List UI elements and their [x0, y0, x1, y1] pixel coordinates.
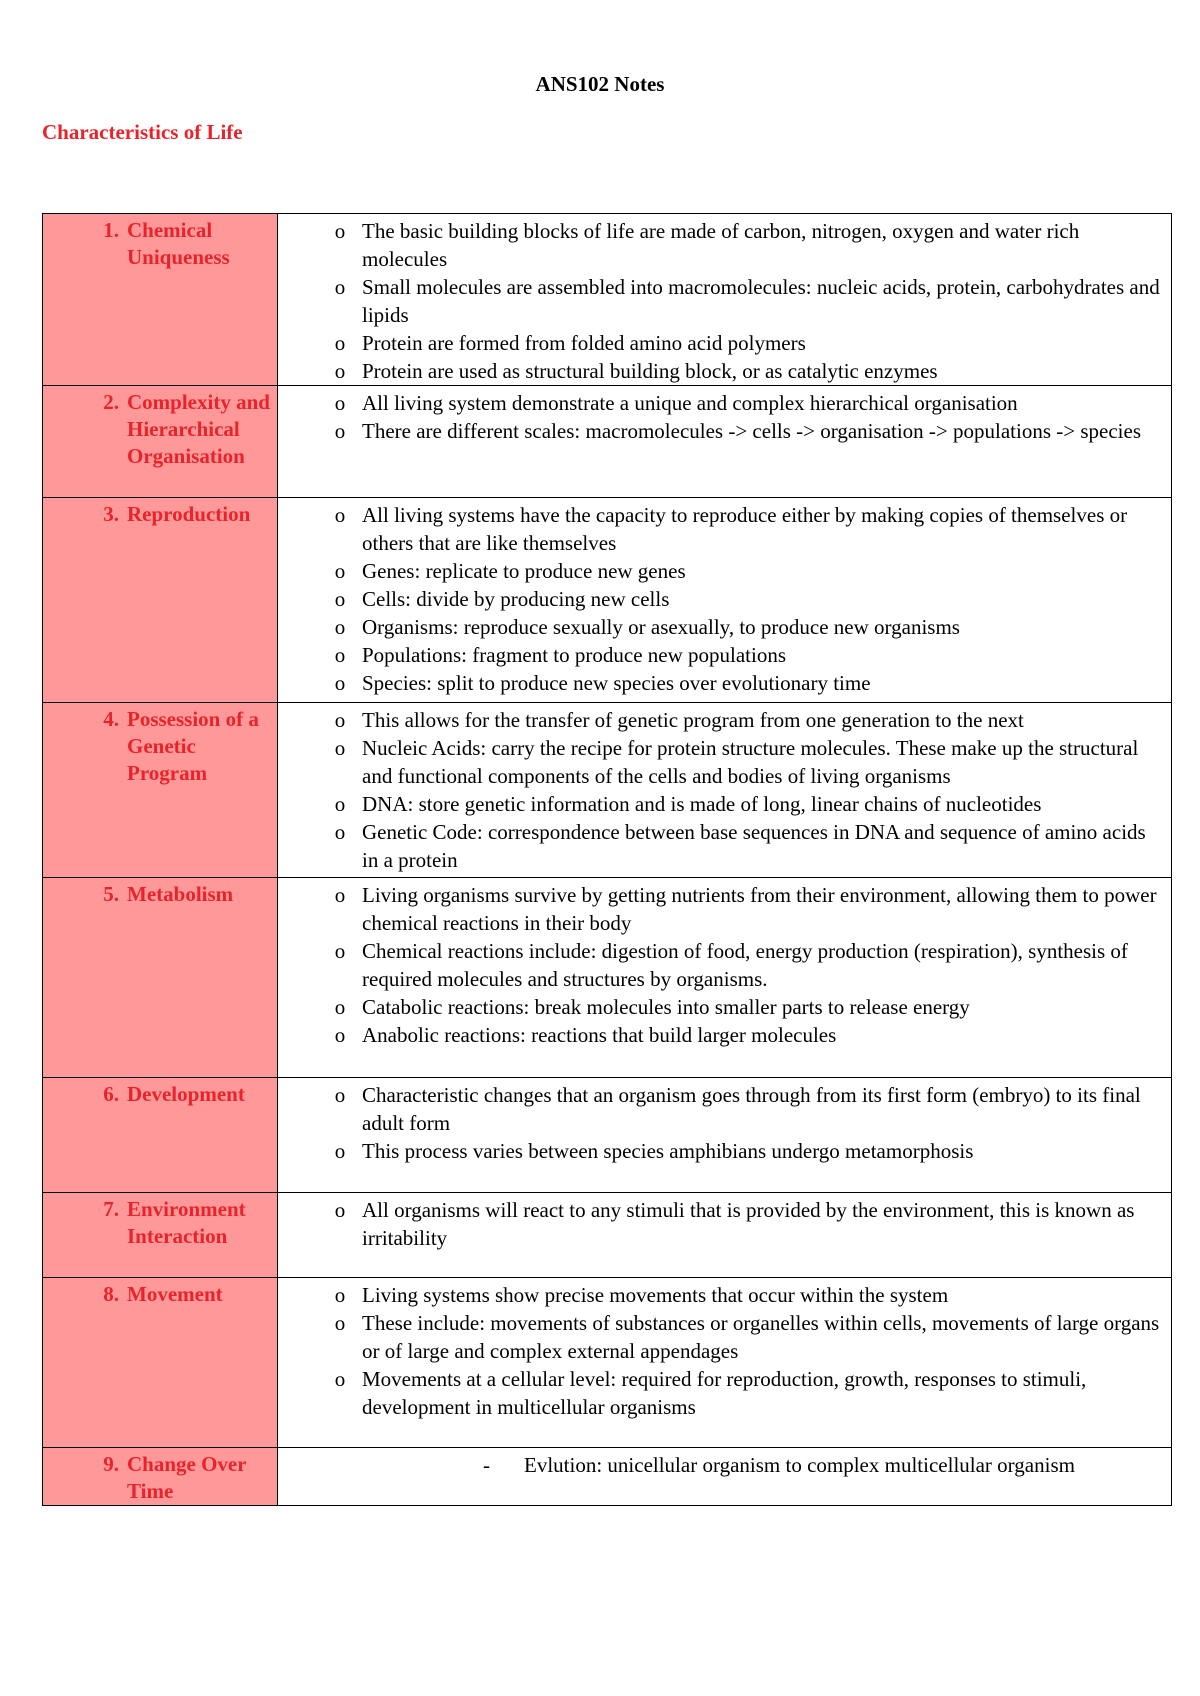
characteristic-label: Metabolism: [127, 882, 234, 906]
list-item: [278, 669, 1163, 697]
bullet-marker: o: [334, 1139, 346, 1163]
characteristic-details-cell: [278, 1193, 1172, 1278]
list-item: [278, 1137, 1163, 1165]
row-number: 2.: [103, 390, 119, 414]
bullet-marker: o: [334, 708, 346, 732]
characteristic-label-cell: [43, 498, 278, 703]
list-item-text: Anabolic reactions: reactions that build larger molecules: [362, 1023, 837, 1047]
row-number: 1.: [103, 218, 119, 242]
bullet-list: [278, 1078, 1171, 1165]
list-item: [278, 1081, 1163, 1137]
list-item-text: These include: movements of substances or organelles within cells, movements of large organs or of large and complex external appendages: [362, 1311, 1160, 1363]
list-item: [278, 217, 1163, 273]
list-item: [278, 641, 1163, 669]
table-row: [43, 498, 1172, 703]
list-item-text: DNA: store genetic information and is made of long, linear chains of nucleotides: [362, 792, 1042, 816]
bullet-marker: o: [334, 1083, 346, 1107]
characteristic-details-cell: [278, 498, 1172, 703]
bullet-marker: o: [334, 1023, 346, 1047]
characteristic-details-cell: [278, 1078, 1172, 1193]
bullet-marker: o: [334, 1283, 346, 1307]
table-row: [43, 703, 1172, 878]
characteristic-details-cell: [278, 703, 1172, 878]
list-item-text: Protein are used as structural building block, or as catalytic enzymes: [362, 359, 938, 383]
characteristic-label: Reproduction: [127, 502, 251, 526]
list-item: [278, 585, 1163, 613]
row-number: 8.: [103, 1282, 119, 1306]
list-item: [278, 1365, 1163, 1421]
row-number: 7.: [103, 1197, 119, 1221]
list-item-text: Evlution: unicellular organism to complex multicellular organism: [524, 1453, 1075, 1477]
list-item: [278, 790, 1163, 818]
bullet-marker: o: [334, 643, 346, 667]
bullet-marker: o: [334, 275, 346, 299]
characteristic-details-cell: [278, 214, 1172, 386]
list-item: [278, 389, 1163, 417]
bullet-marker: o: [334, 391, 346, 415]
list-item-text: Organisms: reproduce sexually or asexually, to produce new organisms: [362, 615, 960, 639]
bullet-marker: o: [334, 359, 346, 383]
row-number: 6.: [103, 1082, 119, 1106]
characteristic-label-cell: [43, 878, 278, 1078]
characteristic-label-cell: [43, 386, 278, 498]
bullet-marker: o: [334, 615, 346, 639]
characteristic-label: Complexity and Hierarchical Organisation: [127, 390, 270, 468]
bullet-marker: o: [334, 1198, 346, 1222]
list-item-text: Species: split to produce new species over evolutionary time: [362, 671, 871, 695]
table-row: [43, 386, 1172, 498]
list-item: [278, 557, 1163, 585]
dash-marker: -: [483, 1453, 490, 1477]
table-row: [43, 214, 1172, 386]
table-row: [43, 1078, 1172, 1193]
characteristic-label-cell: [43, 703, 278, 878]
bullet-list: [278, 1193, 1171, 1252]
list-item-text: This process varies between species amphibians undergo metamorphosis: [362, 1139, 974, 1163]
bullet-list: [278, 703, 1171, 874]
list-item-text: Nucleic Acids: carry the recipe for protein structure molecules. These make up the structural and functional components of the cells and bodies of living organisms: [362, 736, 1139, 788]
list-item: [278, 329, 1163, 357]
bullet-list: [278, 498, 1171, 697]
list-item-text: Chemical reactions include: digestion of food, energy production (respiration), synthesis of required molecules and structures by organisms.: [362, 939, 1128, 991]
section-heading: Characteristics of Life: [42, 120, 243, 144]
bullet-marker: o: [334, 1311, 346, 1335]
bullet-marker: o: [334, 587, 346, 611]
characteristic-label-cell: [43, 1448, 278, 1506]
characteristic-details-cell: [278, 1278, 1172, 1448]
bullet-list: [278, 878, 1171, 1049]
characteristic-label: Movement: [127, 1282, 223, 1306]
characteristic-label: Chemical Uniqueness: [127, 218, 230, 269]
characteristic-details-cell: [278, 878, 1172, 1078]
bullet-marker: o: [334, 331, 346, 355]
list-item-text: Genes: replicate to produce new genes: [362, 559, 686, 583]
list-item: [278, 1021, 1163, 1049]
list-item-text: Living organisms survive by getting nutrients from their environment, allowing them to power chemical reactions in their body: [362, 883, 1157, 935]
list-item-text: Catabolic reactions: break molecules into smaller parts to release energy: [362, 995, 970, 1019]
list-item-text: There are different scales: macromolecules -> cells -> organisation -> populations -> species: [362, 419, 1141, 443]
list-item-text: All living systems have the capacity to reproduce either by making copies of themselves or others that are like themselves: [362, 503, 1128, 555]
list-item: [278, 417, 1163, 445]
characteristics-table: [42, 213, 1172, 1506]
list-item: [278, 357, 1163, 385]
table-row: [43, 1278, 1172, 1448]
list-item-text: Protein are formed from folded amino acid polymers: [362, 331, 806, 355]
table-row: [43, 1193, 1172, 1278]
list-item: [278, 734, 1163, 790]
list-item: [278, 1451, 1163, 1479]
row-number: 3.: [103, 502, 119, 526]
bullet-list: [278, 1278, 1171, 1421]
table-row: [43, 1448, 1172, 1506]
characteristic-label: Change Over Time: [127, 1452, 247, 1503]
characteristic-label-cell: [43, 214, 278, 386]
list-item: [278, 937, 1163, 993]
row-number: 4.: [103, 707, 119, 731]
bullet-marker: o: [334, 219, 346, 243]
list-item-text: This allows for the transfer of genetic program from one generation to the next: [362, 708, 1024, 732]
table-row: [43, 878, 1172, 1078]
list-item-text: The basic building blocks of life are made of carbon, nitrogen, oxygen and water rich molecules: [362, 219, 1080, 271]
characteristic-details-cell: [278, 1448, 1172, 1506]
characteristic-label-cell: [43, 1278, 278, 1448]
list-item: [278, 501, 1163, 557]
characteristic-details-cell: [278, 386, 1172, 498]
bullet-marker: o: [334, 1367, 346, 1391]
bullet-marker: o: [334, 792, 346, 816]
bullet-marker: o: [334, 939, 346, 963]
bullet-marker: o: [334, 995, 346, 1019]
bullet-marker: o: [334, 671, 346, 695]
document-title: ANS102 Notes: [535, 72, 665, 96]
list-item: [278, 1281, 1163, 1309]
row-number: 5.: [103, 882, 119, 906]
row-number: 9.: [103, 1452, 119, 1476]
list-item: [278, 273, 1163, 329]
bullet-marker: o: [334, 820, 346, 844]
bullet-marker: o: [334, 883, 346, 907]
list-item-text: Characteristic changes that an organism goes through from its first form (embryo) to its final adult form: [362, 1083, 1141, 1135]
list-item: [278, 818, 1163, 874]
characteristic-label: Possession of a Genetic Program: [127, 707, 259, 785]
bullet-marker: o: [334, 419, 346, 443]
dash-list: [278, 1448, 1171, 1479]
list-item: [278, 1196, 1163, 1252]
characteristic-label: Development: [127, 1082, 245, 1106]
list-item: [278, 881, 1163, 937]
list-item: [278, 993, 1163, 1021]
list-item: [278, 613, 1163, 641]
list-item-text: Populations: fragment to produce new populations: [362, 643, 787, 667]
bullet-marker: o: [334, 559, 346, 583]
list-item: [278, 706, 1163, 734]
list-item-text: Genetic Code: correspondence between base sequences in DNA and sequence of amino acids in a protein: [362, 820, 1146, 872]
bullet-marker: o: [334, 736, 346, 760]
bullet-list: [278, 386, 1171, 445]
list-item: [278, 1309, 1163, 1365]
bullet-marker: o: [334, 503, 346, 527]
bullet-list: [278, 214, 1171, 385]
list-item-text: All organisms will react to any stimuli that is provided by the environment, this is known as irritability: [362, 1198, 1135, 1250]
list-item-text: Living systems show precise movements that occur within the system: [362, 1283, 949, 1307]
list-item-text: All living system demonstrate a unique and complex hierarchical organisation: [362, 391, 1018, 415]
list-item-text: Cells: divide by producing new cells: [362, 587, 670, 611]
list-item-text: Movements at a cellular level: required for reproduction, growth, responses to stimuli, development in multicellular organisms: [362, 1367, 1087, 1419]
characteristic-label-cell: [43, 1078, 278, 1193]
characteristic-label: Environment Interaction: [127, 1197, 246, 1248]
characteristic-label-cell: [43, 1193, 278, 1278]
list-item-text: Small molecules are assembled into macromolecules: nucleic acids, protein, carbohydrates and lipids: [362, 275, 1160, 327]
